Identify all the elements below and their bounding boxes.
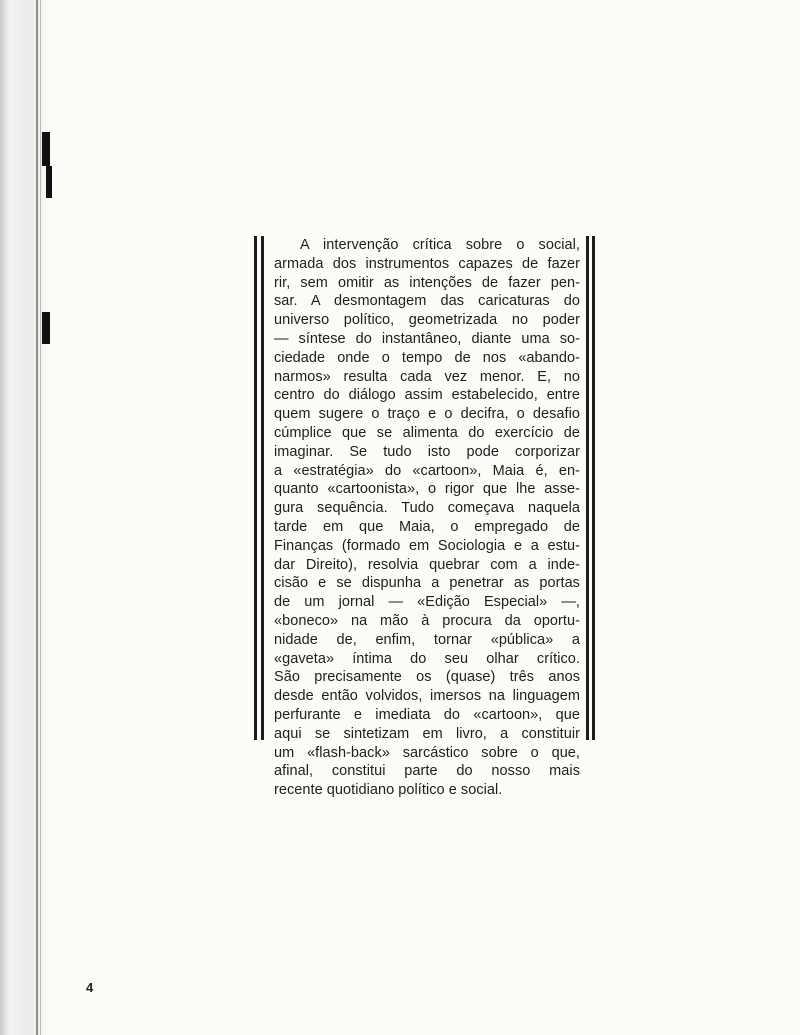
text-line: cúmplice que se alimenta do exercício de [274,424,580,441]
text-line: nidade de, enfim, tornar «pública» a [274,631,580,648]
text-line: armada dos instrumentos capazes de fazer [274,255,580,272]
page-edge-line [36,0,38,1035]
text-line: dar Direito), resolvia quebrar com a inde- [274,556,580,573]
text-line: cisão e se dispunha a penetrar as portas [274,575,580,592]
left-rule-inner [261,236,264,740]
left-rule-outer [254,236,257,740]
text-line: — síntese do instantâneo, diante uma so- [274,330,580,347]
text-line: gura sequência. Tudo começava naquela [274,500,580,517]
text-line: um «flash-back» sarcástico sobre o que, [274,744,580,761]
page-edge-line-inner [40,0,41,1035]
page-number: 4 [86,980,94,995]
page-tab-mark [46,166,52,198]
text-block-frame [254,236,596,799]
text-line: afinal, constitui parte do nosso mais [274,763,580,780]
text-line: recente quotidiano político e social. [274,782,503,799]
text-line: sar. A desmontagem das caricaturas do [274,293,580,310]
text-line: ciedade onde o tempo de nos «abando- [274,349,580,366]
text-line: universo político, geometrizada no poder [274,312,580,329]
right-rule-outer [592,236,595,740]
text-line: quem sugere o traço e o decifra, o desafio [274,406,580,423]
text-line: perfurante e imediata do «cartoon», que [274,706,580,723]
text-line: A intervenção crítica sobre o social, [300,237,580,253]
text-line: desde então volvidos, imersos na linguagem [274,688,580,705]
text-line: «boneco» na mão à procura da oportu- [274,612,580,629]
text-line: «gaveta» íntima do seu olhar crítico. [274,650,580,667]
text-line: narmos» resulta cada vez menor. E, no [274,368,580,385]
right-rule-inner [586,236,589,740]
text-line: a «estratégia» do «cartoon», Maia é, en- [274,462,580,479]
page-tab-mark [42,312,50,344]
text-line: imaginar. Se tudo isto pode corporizar [274,443,580,460]
text-line: aqui se sintetizam em livro, a constituir [274,725,580,742]
body-paragraph [274,236,580,800]
text-line: Finanças (formado em Sociologia e a estu- [274,537,580,554]
text-line: centro do diálogo assim estabelecido, entre [274,387,580,404]
text-line: de um jornal — «Edição Especial» —, [274,594,580,611]
page-tab-mark [42,132,50,166]
text-line: tarde em que Maia, o empregado de [274,518,580,535]
text-line: quanto «cartoonista», o rigor que lhe asse- [274,481,580,498]
text-line: rir, sem omitir as intenções de fazer pen- [274,274,580,291]
text-line: São precisamente os (quase) três anos [274,669,580,686]
